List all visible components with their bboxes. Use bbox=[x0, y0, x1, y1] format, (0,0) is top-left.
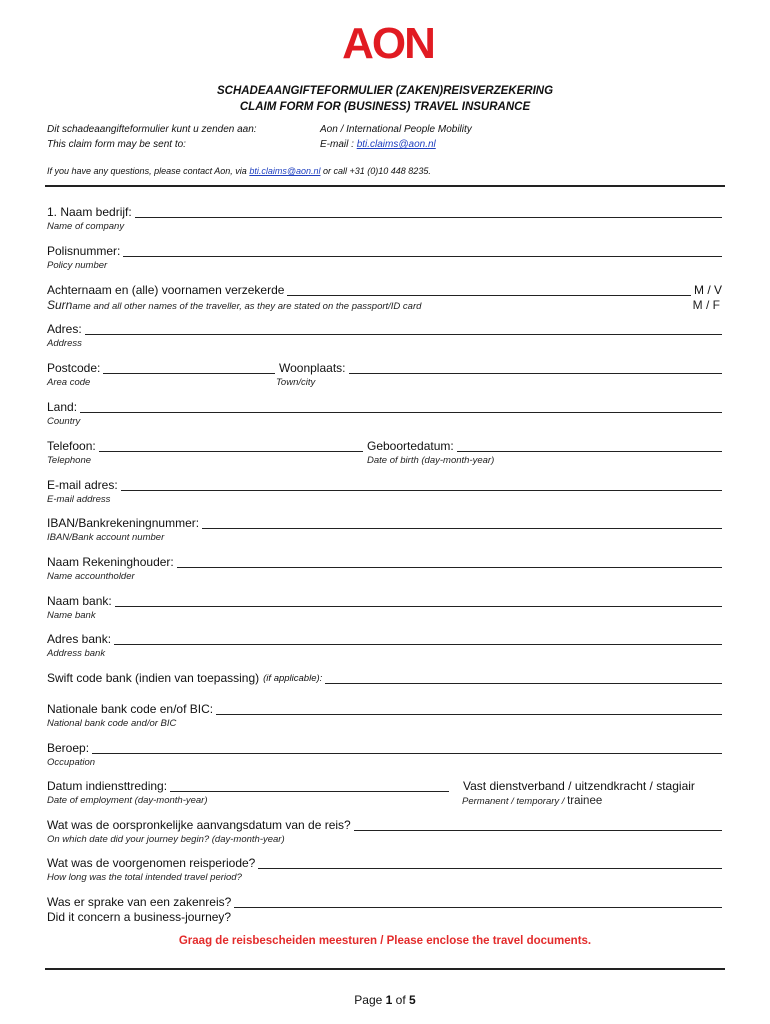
enclose-documents-notice: Graag de reisbescheiden meesturen / Please enclose the travel documents. bbox=[178, 935, 592, 947]
country-sublabel: Country bbox=[47, 416, 81, 427]
title-english: CLAIM FORM FOR (BUSINESS) TRAVEL INSURANCE bbox=[239, 101, 531, 113]
field-business-trip bbox=[47, 895, 722, 925]
aon-logo-text: AON bbox=[342, 19, 434, 64]
company-label: 1. Naam bedrijf: bbox=[47, 205, 132, 219]
journey-start-input-line[interactable] bbox=[354, 819, 722, 831]
field-phone-dob bbox=[47, 439, 722, 468]
gender-nl[interactable]: M / V bbox=[693, 283, 722, 297]
policy-input-line[interactable] bbox=[123, 245, 722, 257]
of-word: of bbox=[395, 993, 406, 1007]
postcode-label: Postcode: bbox=[47, 361, 101, 375]
field-national-code bbox=[47, 702, 722, 731]
email-sublabel: E-mail address bbox=[47, 494, 111, 505]
holder-label: Naam Rekeninghouder: bbox=[47, 555, 174, 569]
field-postcode-town bbox=[47, 361, 722, 390]
holder-sublabel: Name accountholder bbox=[47, 571, 135, 582]
contact-email-link[interactable]: bti.claims@aon.nl bbox=[249, 166, 321, 176]
country-label: Land: bbox=[47, 400, 78, 414]
page-word: Page bbox=[354, 993, 383, 1007]
town-sublabel: Town/city bbox=[276, 377, 316, 388]
email-field-label: E-mail adres: bbox=[47, 478, 118, 492]
occupation-label: Beroep: bbox=[47, 741, 90, 755]
bank-address-label: Adres bank: bbox=[47, 632, 112, 646]
journey-start-sublabel: On which date did your journey begin? (day-month-year) bbox=[47, 834, 285, 845]
employment-input-line[interactable] bbox=[170, 780, 449, 792]
recipient-email-link[interactable]: bti.claims@aon.nl bbox=[356, 139, 436, 150]
dob-input-line[interactable] bbox=[457, 440, 722, 452]
address-label: Adres: bbox=[47, 322, 82, 336]
surname-label: Achternaam en (alle) voornamen verzekerde bbox=[47, 283, 285, 297]
gender-en[interactable]: M / F bbox=[692, 298, 720, 312]
aon-logo bbox=[332, 18, 444, 64]
send-to-dutch: Dit schadeaangifteformulier kunt u zenden aan: bbox=[47, 124, 257, 135]
surname-input-line[interactable] bbox=[287, 284, 691, 296]
page-indicator bbox=[0, 993, 770, 1007]
field-employment bbox=[47, 779, 722, 809]
field-policy bbox=[47, 244, 722, 273]
field-company bbox=[47, 205, 722, 234]
phone-sublabel: Telephone bbox=[47, 455, 92, 466]
field-email bbox=[47, 478, 722, 507]
policy-label: Polisnummer: bbox=[47, 244, 121, 258]
bank-sublabel: Name bank bbox=[47, 610, 96, 621]
recipient-name: Aon / International People Mobility bbox=[320, 124, 472, 135]
field-occupation bbox=[47, 741, 722, 770]
surname-sublabel bbox=[47, 298, 421, 314]
contract-sublabel bbox=[462, 794, 602, 809]
occupation-sublabel: Occupation bbox=[47, 757, 96, 768]
field-period bbox=[47, 856, 722, 885]
company-sublabel: Name of company bbox=[47, 221, 125, 232]
business-input-line[interactable] bbox=[234, 896, 722, 908]
field-bank-address bbox=[47, 632, 722, 661]
period-sublabel: How long was the total intended travel period? bbox=[47, 872, 242, 883]
phone-label: Telefoon: bbox=[47, 439, 96, 453]
surname-sublabel-rest: ame and all other names of the traveller, as they are stated on the passport/ID card bbox=[72, 301, 422, 312]
contract-type-options[interactable]: Vast dienstverband / uitzendkracht / stagiair bbox=[463, 779, 695, 793]
field-iban bbox=[47, 516, 722, 545]
occupation-input-line[interactable] bbox=[92, 742, 722, 754]
town-input-line[interactable] bbox=[349, 362, 723, 374]
field-address bbox=[47, 322, 722, 351]
page-current: 1 bbox=[385, 993, 393, 1007]
email-label: E-mail : bbox=[320, 139, 354, 150]
national-label: Nationale bank code en/of BIC: bbox=[47, 702, 214, 716]
page-total: 5 bbox=[409, 993, 416, 1007]
employment-label: Datum indiensttreding: bbox=[47, 779, 168, 793]
address-sublabel: Address bbox=[47, 338, 82, 349]
holder-input-line[interactable] bbox=[177, 556, 722, 568]
town-label: Woonplaats: bbox=[279, 361, 346, 375]
form-title bbox=[0, 83, 770, 115]
contract-sublabel-italic: Permanent / temporary / bbox=[462, 796, 565, 807]
iban-label: IBAN/Bankrekeningnummer: bbox=[47, 516, 200, 530]
surname-sublabel-row bbox=[47, 298, 722, 314]
bank-input-line[interactable] bbox=[115, 595, 722, 607]
company-input-line[interactable] bbox=[135, 206, 722, 218]
national-input-line[interactable] bbox=[216, 703, 722, 715]
surname-sublabel-lead: Surn bbox=[47, 298, 73, 312]
field-swift bbox=[47, 671, 722, 686]
field-holder bbox=[47, 555, 722, 584]
recipient-block bbox=[320, 122, 472, 152]
swift-label: Swift code bank (indien van toepassing) bbox=[47, 671, 260, 685]
field-surname bbox=[47, 283, 722, 314]
contact-text-after: or call +31 (0)10 448 8235. bbox=[323, 166, 431, 176]
iban-input-line[interactable] bbox=[202, 517, 722, 529]
postcode-sublabel: Area code bbox=[47, 377, 91, 388]
employment-sublabel: Date of employment (day-month-year) bbox=[47, 795, 208, 806]
business-sublabel: Did it concern a business-journey? bbox=[47, 910, 232, 924]
recipient-email-row bbox=[320, 137, 472, 152]
country-input-line[interactable] bbox=[80, 401, 722, 413]
send-to-label bbox=[47, 122, 257, 152]
business-label: Was er sprake van een zakenreis? bbox=[47, 895, 232, 909]
footer-divider bbox=[45, 968, 725, 970]
phone-input-line[interactable] bbox=[99, 440, 363, 452]
field-bank bbox=[47, 594, 722, 623]
period-label: Wat was de voorgenomen reisperiode? bbox=[47, 856, 256, 870]
address-input-line[interactable] bbox=[85, 323, 722, 335]
header-divider bbox=[45, 185, 725, 187]
iban-sublabel: IBAN/Bank account number bbox=[47, 532, 165, 543]
dob-sublabel: Date of birth (day-month-year) bbox=[367, 455, 495, 466]
bank-label: Naam bank: bbox=[47, 594, 112, 608]
contact-text-before: If you have any questions, please contact Aon, via bbox=[47, 166, 247, 176]
postcode-input-line[interactable] bbox=[103, 362, 275, 374]
period-input-line[interactable] bbox=[258, 857, 722, 869]
national-sublabel: National bank code and/or BIC bbox=[47, 718, 177, 729]
email-input-line[interactable] bbox=[121, 479, 722, 491]
swift-note: (if applicable): bbox=[263, 673, 323, 684]
bank-address-sublabel: Address bank bbox=[47, 648, 106, 659]
contract-sublabel-trainee: trainee bbox=[567, 795, 603, 807]
field-country bbox=[47, 400, 722, 429]
dob-label: Geboortedatum: bbox=[367, 439, 454, 453]
field-journey-start bbox=[47, 818, 722, 847]
title-dutch: SCHADEAANGIFTEFORMULIER (ZAKEN)REISVERZEKERING bbox=[216, 85, 554, 97]
send-to-english: This claim form may be sent to: bbox=[47, 139, 186, 150]
policy-sublabel: Policy number bbox=[47, 260, 108, 271]
journey-start-label: Wat was de oorspronkelijke aanvangsdatum van de reis? bbox=[47, 818, 351, 832]
contact-line bbox=[47, 166, 431, 176]
bank-address-input-line[interactable] bbox=[114, 633, 722, 645]
swift-input-line[interactable] bbox=[325, 672, 722, 684]
